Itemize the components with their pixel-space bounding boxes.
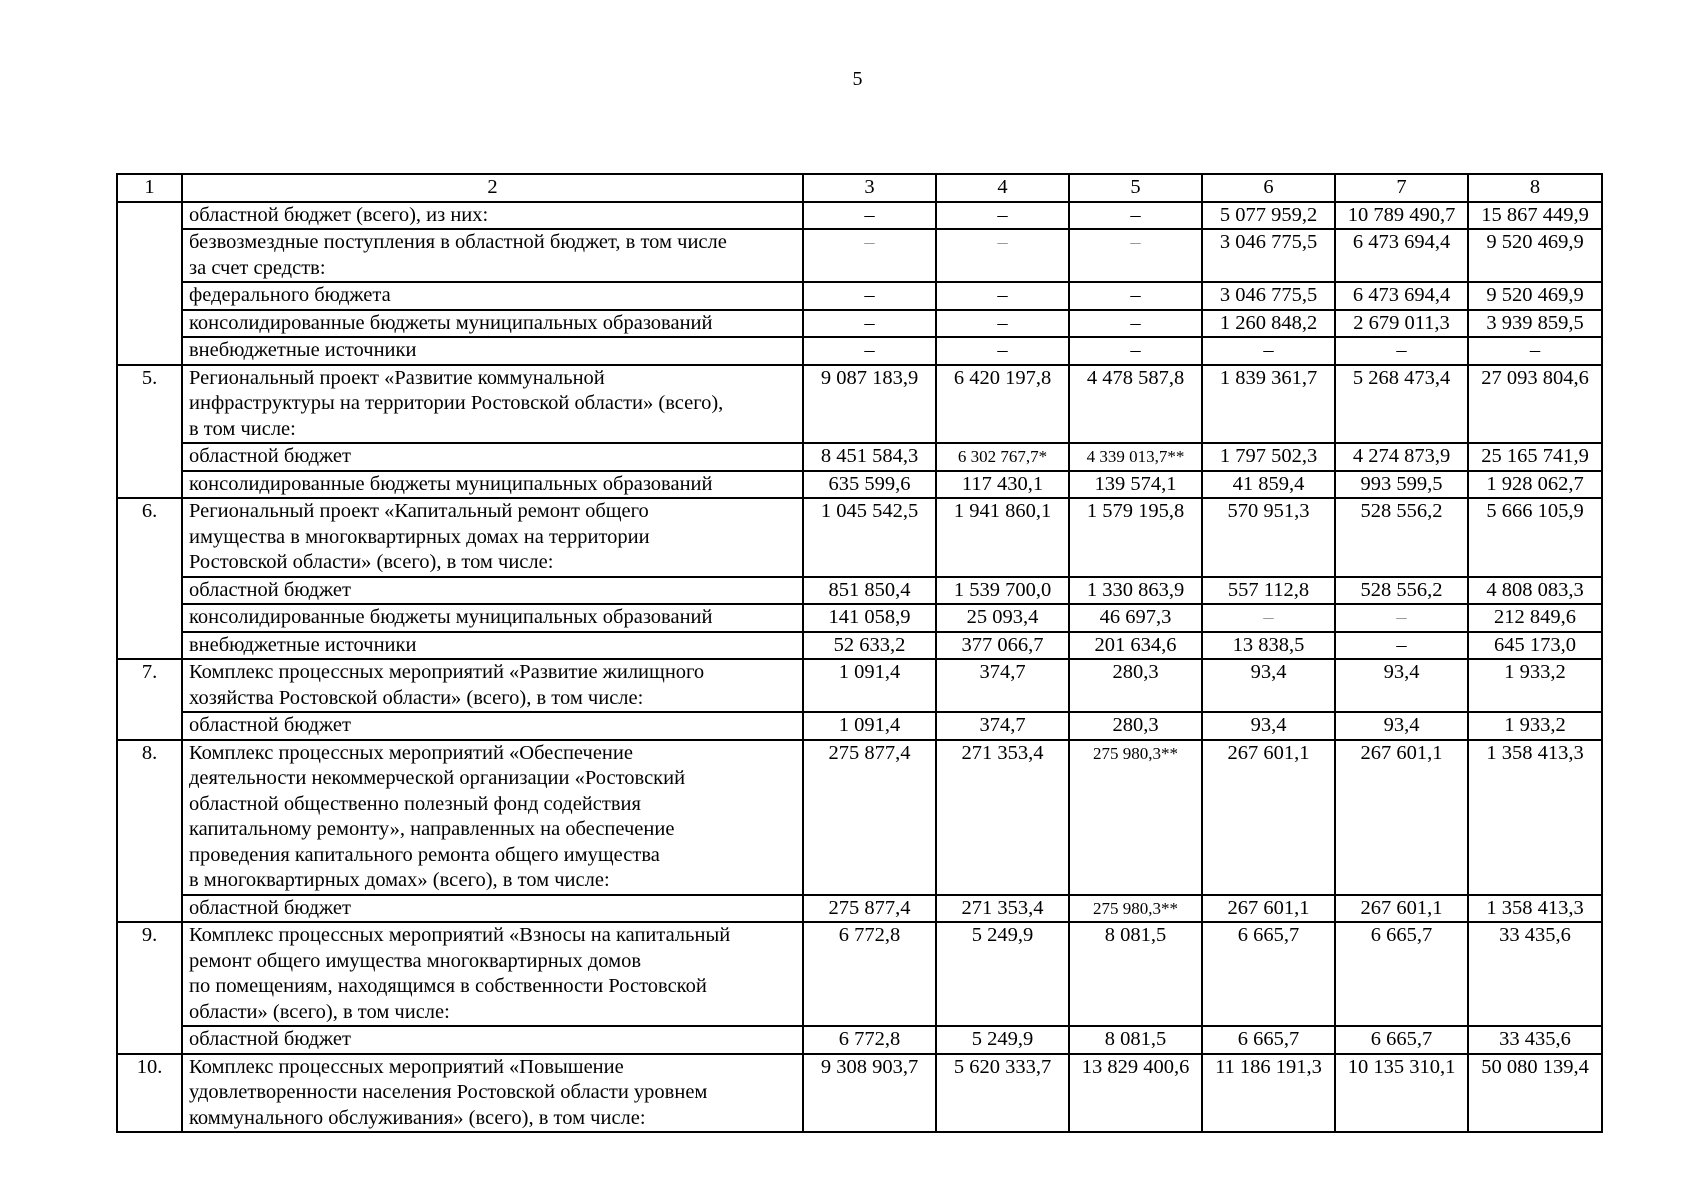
- value-cell: 9 308 903,7: [803, 1054, 936, 1133]
- value-cell: 1 358 413,3: [1468, 740, 1602, 895]
- value-cell: 6 473 694,4: [1335, 229, 1468, 282]
- value-cell: –: [1202, 604, 1335, 632]
- column-header: 8: [1468, 174, 1602, 202]
- value-cell: –: [1468, 337, 1602, 365]
- value-cell: 93,4: [1335, 659, 1468, 712]
- value-cell: 1 045 542,5: [803, 498, 936, 577]
- table-row: [117, 895, 1602, 923]
- row-description: федерального бюджета: [182, 282, 803, 310]
- table-row: [117, 337, 1602, 365]
- value-cell: 267 601,1: [1335, 895, 1468, 923]
- value-cell: –: [936, 337, 1069, 365]
- value-cell: 141 058,9: [803, 604, 936, 632]
- value-cell: 1 260 848,2: [1202, 310, 1335, 338]
- table-row: [117, 282, 1602, 310]
- item-number: 7.: [117, 659, 182, 740]
- row-description: областной бюджет: [182, 1026, 803, 1054]
- value-cell: 201 634,6: [1069, 632, 1202, 660]
- value-cell: –: [1069, 202, 1202, 230]
- value-cell: 33 435,6: [1468, 922, 1602, 1026]
- value-cell: 10 135 310,1: [1335, 1054, 1468, 1133]
- value-cell: 4 339 013,7**: [1069, 443, 1202, 471]
- value-cell: 1 933,2: [1468, 712, 1602, 740]
- row-description: внебюджетные источники: [182, 632, 803, 660]
- value-cell: –: [1069, 282, 1202, 310]
- value-cell: 8 081,5: [1069, 1026, 1202, 1054]
- value-cell: 1 941 860,1: [936, 498, 1069, 577]
- value-cell: 6 665,7: [1202, 1026, 1335, 1054]
- value-cell: 275 877,4: [803, 740, 936, 895]
- table-header-row: [117, 174, 1602, 202]
- table-row: [117, 498, 1602, 577]
- value-cell: 6 772,8: [803, 922, 936, 1026]
- row-description: Комплекс процессных мероприятий «Повышение удовлетворенности населения Ростовской области уровнем коммунального обслуживания» (всего), в том числе:: [182, 1054, 803, 1133]
- value-cell: 5 077 959,2: [1202, 202, 1335, 230]
- column-header: 3: [803, 174, 936, 202]
- value-cell: 275 980,3**: [1069, 895, 1202, 923]
- value-cell: 267 601,1: [1335, 740, 1468, 895]
- value-cell: 1 579 195,8: [1069, 498, 1202, 577]
- item-number: 10.: [117, 1054, 182, 1133]
- value-cell: –: [1069, 229, 1202, 282]
- value-cell: –: [803, 229, 936, 282]
- value-cell: 280,3: [1069, 712, 1202, 740]
- value-cell: –: [803, 310, 936, 338]
- budget-table-body: [117, 174, 1602, 1132]
- value-cell: 5 249,9: [936, 1026, 1069, 1054]
- value-cell: 1 797 502,3: [1202, 443, 1335, 471]
- value-cell: 1 091,4: [803, 712, 936, 740]
- value-cell: –: [1335, 337, 1468, 365]
- table-row: [117, 740, 1602, 895]
- value-cell: 570 951,3: [1202, 498, 1335, 577]
- value-cell: 993 599,5: [1335, 471, 1468, 499]
- value-cell: 9 520 469,9: [1468, 282, 1602, 310]
- column-header: 5: [1069, 174, 1202, 202]
- value-cell: 528 556,2: [1335, 577, 1468, 605]
- table-row: [117, 310, 1602, 338]
- value-cell: 4 808 083,3: [1468, 577, 1602, 605]
- value-cell: 3 046 775,5: [1202, 282, 1335, 310]
- value-cell: 93,4: [1202, 659, 1335, 712]
- value-cell: 1 358 413,3: [1468, 895, 1602, 923]
- column-header: 2: [182, 174, 803, 202]
- value-cell: –: [936, 282, 1069, 310]
- row-description: Региональный проект «Развитие коммунальной инфраструктуры на территории Ростовской области» (всего), в том числе:: [182, 365, 803, 444]
- value-cell: –: [803, 282, 936, 310]
- value-cell: 6 665,7: [1202, 922, 1335, 1026]
- page-number: 5: [852, 68, 863, 90]
- value-cell: 275 877,4: [803, 895, 936, 923]
- value-cell: –: [1202, 337, 1335, 365]
- value-cell: 9 520 469,9: [1468, 229, 1602, 282]
- value-cell: –: [1069, 310, 1202, 338]
- row-description: Комплекс процессных мероприятий «Взносы на капитальный ремонт общего имущества многоквартирных домов по помещениям, находящимся в собственности Ростовской области» (всего), в том числе:: [182, 922, 803, 1026]
- column-header: 4: [936, 174, 1069, 202]
- value-cell: –: [936, 229, 1069, 282]
- table-row: [117, 1054, 1602, 1133]
- value-cell: 6 665,7: [1335, 922, 1468, 1026]
- value-cell: 27 093 804,6: [1468, 365, 1602, 444]
- value-cell: 11 186 191,3: [1202, 1054, 1335, 1133]
- value-cell: 13 838,5: [1202, 632, 1335, 660]
- value-cell: 9 087 183,9: [803, 365, 936, 444]
- row-description: областной бюджет: [182, 895, 803, 923]
- value-cell: 377 066,7: [936, 632, 1069, 660]
- value-cell: 13 829 400,6: [1069, 1054, 1202, 1133]
- value-cell: 6 302 767,7*: [936, 443, 1069, 471]
- value-cell: 271 353,4: [936, 740, 1069, 895]
- value-cell: 645 173,0: [1468, 632, 1602, 660]
- value-cell: –: [1335, 604, 1468, 632]
- value-cell: 5 268 473,4: [1335, 365, 1468, 444]
- value-cell: –: [1335, 632, 1468, 660]
- value-cell: 93,4: [1335, 712, 1468, 740]
- value-cell: 267 601,1: [1202, 895, 1335, 923]
- value-cell: 374,7: [936, 712, 1069, 740]
- value-cell: 1 839 361,7: [1202, 365, 1335, 444]
- value-cell: 275 980,3**: [1069, 740, 1202, 895]
- budget-table: [116, 173, 1603, 1133]
- item-number: 6.: [117, 498, 182, 659]
- table-row: [117, 577, 1602, 605]
- value-cell: 25 165 741,9: [1468, 443, 1602, 471]
- value-cell: 1 539 700,0: [936, 577, 1069, 605]
- value-cell: 52 633,2: [803, 632, 936, 660]
- value-cell: 4 478 587,8: [1069, 365, 1202, 444]
- value-cell: 50 080 139,4: [1468, 1054, 1602, 1133]
- value-cell: 10 789 490,7: [1335, 202, 1468, 230]
- table-row: [117, 229, 1602, 282]
- value-cell: 1 928 062,7: [1468, 471, 1602, 499]
- row-description: областной бюджет (всего), из них:: [182, 202, 803, 230]
- table-row: [117, 202, 1602, 230]
- value-cell: 271 353,4: [936, 895, 1069, 923]
- value-cell: 8 451 584,3: [803, 443, 936, 471]
- value-cell: 6 772,8: [803, 1026, 936, 1054]
- value-cell: 4 274 873,9: [1335, 443, 1468, 471]
- item-number: 8.: [117, 740, 182, 923]
- value-cell: 5 666 105,9: [1468, 498, 1602, 577]
- row-description: консолидированные бюджеты муниципальных образований: [182, 310, 803, 338]
- table-row: [117, 1026, 1602, 1054]
- table-row: [117, 604, 1602, 632]
- table-row: [117, 632, 1602, 660]
- table-row: [117, 659, 1602, 712]
- value-cell: 41 859,4: [1202, 471, 1335, 499]
- value-cell: 635 599,6: [803, 471, 936, 499]
- table-row: [117, 443, 1602, 471]
- value-cell: –: [1069, 337, 1202, 365]
- row-description: консолидированные бюджеты муниципальных образований: [182, 604, 803, 632]
- table-row: [117, 712, 1602, 740]
- value-cell: 6 420 197,8: [936, 365, 1069, 444]
- row-description: областной бюджет: [182, 577, 803, 605]
- value-cell: 139 574,1: [1069, 471, 1202, 499]
- row-description: Региональный проект «Капитальный ремонт общего имущества в многоквартирных домах на территории Ростовской области» (всего), в том числе:: [182, 498, 803, 577]
- value-cell: –: [803, 337, 936, 365]
- value-cell: 528 556,2: [1335, 498, 1468, 577]
- value-cell: 2 679 011,3: [1335, 310, 1468, 338]
- row-description: Комплекс процессных мероприятий «Обеспечение деятельности некоммерческой организации «Ростовский областной общественно полезный фонд содействия капитальному ремонту», направленных на обеспечение проведения капитального ремонта общего имущества в многоквартирных домах» (всего), в том числе:: [182, 740, 803, 895]
- column-header: 1: [117, 174, 182, 202]
- value-cell: 117 430,1: [936, 471, 1069, 499]
- value-cell: 6 473 694,4: [1335, 282, 1468, 310]
- row-description: областной бюджет: [182, 443, 803, 471]
- value-cell: 5 249,9: [936, 922, 1069, 1026]
- column-header: 6: [1202, 174, 1335, 202]
- value-cell: –: [936, 202, 1069, 230]
- table-row: [117, 471, 1602, 499]
- row-description: консолидированные бюджеты муниципальных образований: [182, 471, 803, 499]
- value-cell: 8 081,5: [1069, 922, 1202, 1026]
- item-number: 5.: [117, 365, 182, 499]
- table-row: [117, 365, 1602, 444]
- value-cell: 851 850,4: [803, 577, 936, 605]
- value-cell: 1 933,2: [1468, 659, 1602, 712]
- value-cell: –: [803, 202, 936, 230]
- value-cell: 6 665,7: [1335, 1026, 1468, 1054]
- value-cell: 25 093,4: [936, 604, 1069, 632]
- value-cell: 3 046 775,5: [1202, 229, 1335, 282]
- table-row: [117, 922, 1602, 1026]
- value-cell: 3 939 859,5: [1468, 310, 1602, 338]
- value-cell: 374,7: [936, 659, 1069, 712]
- row-description: безвозмездные поступления в областной бюджет, в том числе за счет средств:: [182, 229, 803, 282]
- value-cell: –: [936, 310, 1069, 338]
- value-cell: 93,4: [1202, 712, 1335, 740]
- value-cell: 280,3: [1069, 659, 1202, 712]
- item-number: [117, 202, 182, 365]
- row-description: Комплекс процессных мероприятий «Развитие жилищного хозяйства Ростовской области» (всего), в том числе:: [182, 659, 803, 712]
- value-cell: 46 697,3: [1069, 604, 1202, 632]
- item-number: 9.: [117, 922, 182, 1054]
- row-description: областной бюджет: [182, 712, 803, 740]
- column-header: 7: [1335, 174, 1468, 202]
- value-cell: 267 601,1: [1202, 740, 1335, 895]
- value-cell: 5 620 333,7: [936, 1054, 1069, 1133]
- value-cell: 1 091,4: [803, 659, 936, 712]
- value-cell: 1 330 863,9: [1069, 577, 1202, 605]
- value-cell: 212 849,6: [1468, 604, 1602, 632]
- value-cell: 15 867 449,9: [1468, 202, 1602, 230]
- value-cell: 557 112,8: [1202, 577, 1335, 605]
- row-description: внебюджетные источники: [182, 337, 803, 365]
- value-cell: 33 435,6: [1468, 1026, 1602, 1054]
